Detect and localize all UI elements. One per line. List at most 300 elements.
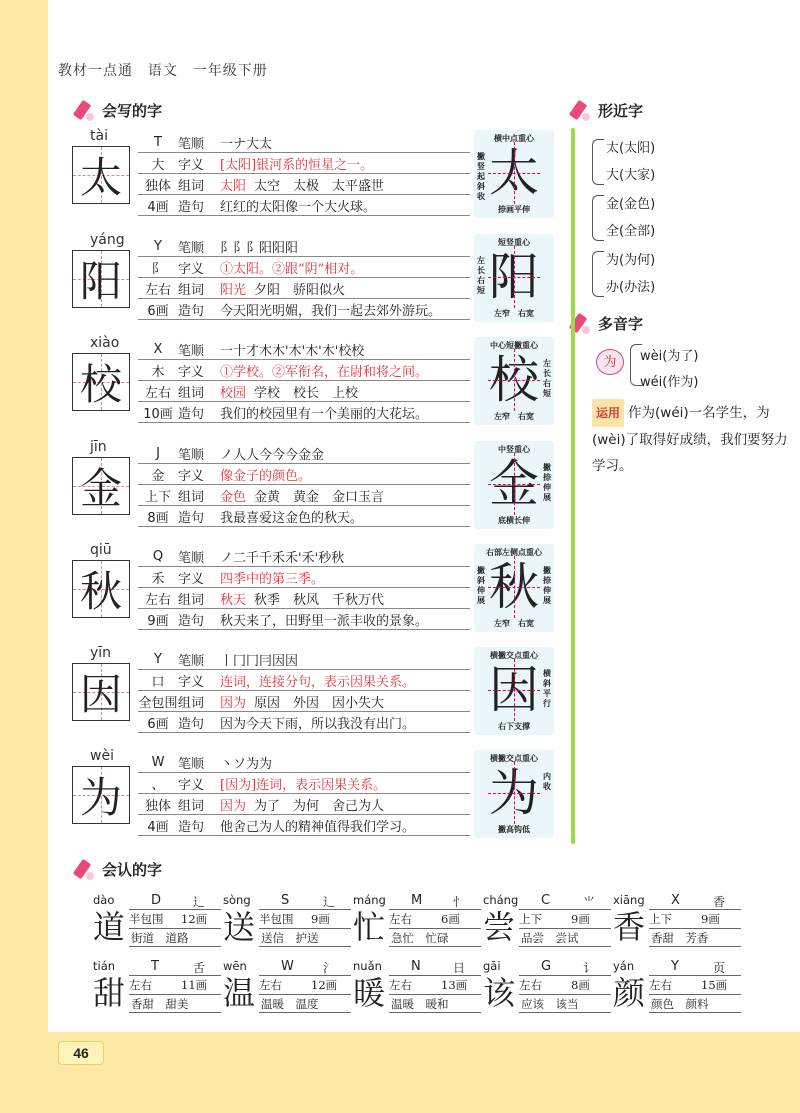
info-row	[138, 381, 358, 401]
row-key: W	[151, 754, 165, 770]
row-key: 9画	[147, 613, 169, 629]
row-label: 组词	[178, 695, 205, 711]
divider-line	[571, 128, 575, 844]
section-recognize-label: 会认的字	[102, 861, 163, 879]
recognize-strokes: 8画	[571, 978, 590, 992]
recognize-char: 尝	[483, 908, 516, 946]
recognize-words: 温暖 温度	[261, 997, 319, 1011]
row-label: 造句	[178, 613, 205, 629]
recognize-line	[389, 1012, 481, 1013]
recognize-structure: 左右	[649, 978, 672, 992]
row-value: 丶ソ为为	[220, 756, 273, 772]
writing-guide	[474, 441, 554, 529]
row-key: 全包围	[138, 695, 178, 711]
recognize-char: 香	[613, 908, 646, 946]
row-word-highlight: 因为	[220, 695, 247, 711]
info-row	[138, 794, 384, 814]
section-recognize-title	[74, 858, 162, 880]
poly-reading-1: wèi(为了)	[640, 349, 699, 364]
recognize-line	[649, 1012, 741, 1013]
info-row	[138, 546, 344, 566]
guide-char: 校	[489, 351, 539, 409]
char-pinyin: tài	[90, 128, 108, 144]
info-row	[138, 567, 324, 587]
recognize-structure: 左右	[389, 978, 412, 992]
char-box	[72, 560, 130, 618]
char-box	[72, 457, 130, 515]
bottom-margin-band	[0, 1032, 800, 1113]
recognize-line	[649, 928, 741, 929]
recognize-radical: 辶	[193, 895, 206, 909]
recognize-words: 香甜 甜美	[131, 997, 189, 1011]
big-char: 秋	[79, 567, 122, 616]
recognize-item	[483, 959, 623, 1015]
row-value: [太阳]银河系的恒星之一。	[220, 157, 374, 173]
similar-item: 全(全部)	[606, 224, 656, 239]
char-box	[72, 353, 130, 411]
section-similar-title	[570, 99, 643, 121]
row-label: 组词	[178, 489, 205, 505]
recognize-line	[649, 994, 741, 995]
recognize-char: 暖	[353, 974, 386, 1012]
row-key: 左右	[144, 385, 171, 401]
guide-left-note: 左长右短	[477, 256, 485, 295]
row-value: 四季中的第三季。	[220, 571, 325, 587]
recognize-line	[259, 928, 351, 929]
char-pinyin: xiào	[90, 335, 120, 351]
pencil-icon	[74, 99, 96, 121]
recognize-line	[519, 928, 611, 929]
row-key: 6画	[147, 716, 169, 732]
recognize-line	[389, 994, 481, 995]
recognize-char: 送	[223, 908, 256, 946]
guide-char: 太	[489, 144, 539, 202]
guide-right-note: 撇捺伸展	[543, 463, 551, 502]
recognize-line	[649, 909, 741, 910]
recognize-line	[129, 994, 221, 995]
row-label: 造句	[178, 510, 205, 526]
row-key: 8画	[147, 510, 169, 526]
row-key: 、	[151, 777, 165, 793]
recognize-radical: 辶	[323, 895, 336, 909]
recognize-item	[223, 893, 363, 949]
char-box	[72, 663, 130, 721]
guide-left-note: 撇竖起斜收	[477, 152, 485, 201]
recognize-radical: 页	[713, 961, 726, 975]
info-row	[138, 649, 298, 669]
row-label: 笔顺	[178, 447, 205, 463]
row-value: 一ナ大太	[220, 136, 273, 152]
row-key: 10画	[143, 406, 173, 422]
recognize-char: 温	[223, 974, 256, 1012]
guide-bottom-note: 底横长伸	[498, 516, 530, 525]
recognize-letter: Y	[671, 959, 679, 974]
poly-char-badge: 为	[596, 349, 624, 375]
similar-brace	[592, 139, 604, 185]
recognize-item	[353, 893, 493, 949]
recognize-pinyin: xiāng	[613, 893, 645, 907]
row-key: Y	[154, 651, 162, 667]
row-divider	[138, 215, 470, 216]
info-row	[138, 278, 345, 298]
recognize-strokes: 13画	[441, 978, 468, 992]
row-label: 组词	[178, 385, 205, 401]
recognize-radical: 舌	[193, 961, 206, 975]
recognize-letter: G	[541, 959, 552, 974]
guide-char: 为	[489, 764, 539, 822]
recognize-char: 该	[483, 974, 516, 1012]
row-divider	[138, 319, 470, 320]
char-pinyin: yáng	[90, 232, 125, 248]
row-label: 组词	[178, 798, 205, 814]
recognize-words: 温暖 暖和	[391, 997, 449, 1011]
row-word-highlight: 秋天	[220, 592, 247, 608]
recognize-item	[223, 959, 363, 1015]
guide-top-note: 右部左侧点重心	[486, 548, 542, 557]
info-row	[138, 153, 373, 173]
row-label: 造句	[178, 716, 205, 732]
recognize-item	[613, 893, 753, 949]
info-row	[138, 257, 363, 277]
recognize-structure: 左右	[389, 912, 412, 926]
row-key: 左右	[144, 282, 171, 298]
writing-guide	[474, 337, 554, 425]
char-box	[72, 146, 130, 204]
guide-top-note: 短竖重心	[498, 238, 530, 247]
recognize-letter: T	[151, 959, 159, 974]
recognize-words: 香甜 芳香	[651, 931, 709, 945]
guide-top-note: 中竖重心	[498, 445, 530, 454]
recognize-words: 应该 该当	[521, 997, 579, 1011]
recognize-line	[649, 946, 741, 947]
row-value: 因为今天下雨，所以我没有出门。	[220, 716, 416, 732]
recognize-line	[389, 909, 481, 910]
recognize-pinyin: nuǎn	[353, 959, 382, 973]
recognize-item	[353, 959, 493, 1015]
recognize-letter: W	[281, 959, 294, 974]
recognize-radical: 氵	[323, 961, 336, 975]
recognize-structure: 半包围	[259, 912, 294, 926]
row-label: 笔顺	[178, 550, 205, 566]
recognize-line	[259, 909, 351, 910]
row-label: 字义	[178, 157, 205, 173]
row-value: 丨冂冂冃因因	[220, 653, 299, 669]
recognize-line	[129, 946, 221, 947]
recognize-letter: C	[541, 893, 551, 908]
recognize-item	[93, 893, 233, 949]
recognize-radical: 日	[453, 961, 466, 975]
row-value: 他舍己为人的精神值得我们学习。	[220, 819, 416, 835]
row-key: 独体	[144, 798, 171, 814]
row-label: 笔顺	[178, 240, 205, 256]
guide-char: 阳	[489, 248, 539, 306]
writing-guide	[474, 750, 554, 838]
guide-top-note: 横撇交点重心	[490, 754, 538, 763]
row-key: 4画	[147, 819, 169, 835]
pencil-icon	[74, 858, 96, 880]
recognize-item	[483, 893, 623, 949]
char-pinyin: wèi	[90, 748, 114, 764]
row-word-highlight: 金色	[220, 489, 247, 505]
recognize-line	[129, 909, 221, 910]
similar-item: 金(金色)	[606, 197, 656, 212]
recognize-strokes: 15画	[701, 978, 728, 992]
guide-right-note: 横斜平行	[543, 669, 551, 708]
recognize-line	[259, 946, 351, 947]
similar-item: 太(太阳)	[606, 141, 656, 156]
info-row	[138, 195, 376, 215]
usage-tag: 运用	[592, 399, 624, 427]
row-key: 木	[151, 364, 165, 380]
row-value: 像金子的颜色。	[220, 468, 312, 484]
info-row	[138, 443, 324, 463]
recognize-char: 甜	[93, 974, 126, 1012]
row-value: 秋天来了，田野里一派丰收的景象。	[220, 613, 429, 629]
recognize-pinyin: máng	[353, 893, 386, 907]
recognize-structure: 左右	[129, 978, 152, 992]
recognize-pinyin: yán	[613, 959, 635, 973]
recognize-letter: S	[281, 893, 290, 908]
guide-char: 金	[489, 455, 539, 513]
recognize-line	[259, 994, 351, 995]
recognize-line	[389, 975, 481, 976]
row-value: ノ人人今今今金金	[220, 447, 325, 463]
recognize-pinyin: sòng	[223, 893, 251, 907]
info-row	[138, 464, 311, 484]
row-value: 今天阳光明媚，我们一起去郊外游玩。	[220, 303, 442, 319]
info-row	[138, 670, 415, 690]
row-value: 红红的太阳像一个大火球。	[220, 199, 377, 215]
guide-bottom-note: 捺画平伸	[498, 205, 530, 214]
info-row	[138, 691, 384, 711]
row-divider	[138, 629, 470, 630]
similar-brace	[592, 251, 604, 297]
recognize-strokes: 9画	[311, 912, 330, 926]
guide-top-note: 横撇交点重心	[490, 651, 538, 660]
recognize-strokes: 12画	[311, 978, 338, 992]
recognize-pinyin: tián	[93, 959, 116, 973]
row-key: 大	[151, 157, 165, 173]
section-write-title	[74, 99, 162, 121]
row-word-highlight: 太阳	[220, 178, 247, 194]
row-label: 字义	[178, 468, 205, 484]
row-key: 禾	[151, 571, 165, 587]
info-row	[138, 360, 428, 380]
row-label: 字义	[178, 261, 205, 277]
recognize-structure: 左右	[519, 978, 542, 992]
guide-right-note: 左长右短	[543, 359, 551, 398]
section-write-label: 会写的字	[102, 102, 163, 120]
row-value: ①太阳。②跟“阴”相对。	[220, 261, 364, 277]
recognize-words: 品尝 尝试	[521, 931, 579, 945]
row-words: 夕阳 骄阳似火	[254, 282, 346, 298]
guide-top-note: 横中点重心	[494, 134, 534, 143]
recognize-pinyin: cháng	[483, 893, 519, 907]
row-divider	[138, 732, 470, 733]
info-row	[138, 339, 364, 359]
recognize-line	[259, 1012, 351, 1013]
row-key: Y	[154, 238, 162, 254]
row-label: 造句	[178, 199, 205, 215]
recognize-letter: D	[151, 893, 162, 908]
row-value: 一十才木木'木'木'木'校校	[220, 343, 365, 359]
info-row	[138, 485, 384, 505]
info-row	[138, 712, 415, 732]
info-row	[138, 609, 428, 629]
row-label: 组词	[178, 178, 205, 194]
char-box	[72, 250, 130, 308]
row-label: 笔顺	[178, 136, 205, 152]
big-char: 金	[79, 464, 122, 513]
row-words: 为了 为何 舍己为人	[254, 798, 385, 814]
recognize-letter: M	[411, 893, 423, 908]
similar-item: 大(大家)	[606, 168, 656, 183]
recognize-line	[519, 975, 611, 976]
row-value: 连词，连接分句，表示因果关系。	[220, 674, 416, 690]
guide-bottom-note: 右下支撑	[498, 722, 530, 731]
info-row	[138, 752, 272, 772]
recognize-item	[93, 959, 233, 1015]
row-words: 秋季 秋风 千秋万代	[254, 592, 385, 608]
guide-top-note: 中心短撇重心	[490, 341, 538, 350]
left-margin-band	[0, 0, 48, 1113]
recognize-pinyin: wēn	[223, 959, 247, 973]
info-row	[138, 815, 415, 835]
recognize-line	[259, 975, 351, 976]
info-row	[138, 506, 363, 526]
big-char: 为	[79, 773, 122, 822]
row-words: 原因 外因 因小失大	[254, 695, 385, 711]
row-label: 笔顺	[178, 756, 205, 772]
recognize-radical: ⺌	[583, 895, 596, 909]
row-value: ①学校。②军衔名，在尉和将之间。	[220, 364, 429, 380]
recognize-char: 颜	[613, 974, 646, 1012]
row-label: 组词	[178, 282, 205, 298]
row-key: 口	[151, 674, 165, 690]
subject-label: 语文	[147, 62, 178, 78]
guide-right-note: 内收	[543, 772, 551, 791]
info-row	[138, 236, 298, 256]
pencil-icon	[570, 99, 592, 121]
info-row	[138, 773, 386, 793]
section-poly-label: 多音字	[598, 315, 644, 333]
big-char: 太	[79, 153, 122, 202]
info-row	[138, 402, 428, 422]
row-label: 字义	[178, 777, 205, 793]
poly-usage	[592, 399, 788, 479]
recognize-line	[389, 946, 481, 947]
row-value: 我们的校园里有一个美丽的大花坛。	[220, 406, 429, 422]
recognize-words: 急忙 忙碌	[391, 931, 449, 945]
char-pinyin: qiū	[90, 542, 112, 558]
info-row	[138, 588, 384, 608]
row-key: X	[153, 341, 163, 357]
guide-right-note: 撇捺伸展	[543, 566, 551, 605]
row-word-highlight: 阳光	[220, 282, 247, 298]
row-key: 上下	[144, 489, 171, 505]
recognize-line	[129, 1012, 221, 1013]
recognize-strokes: 9画	[701, 912, 720, 926]
writing-guide	[474, 544, 554, 632]
row-divider	[138, 835, 470, 836]
row-words: 太空 太极 太平盛世	[254, 178, 385, 194]
char-box	[72, 766, 130, 824]
row-word-highlight: 校园	[220, 385, 247, 401]
row-label: 字义	[178, 571, 205, 587]
recognize-structure: 上下	[519, 912, 542, 926]
recognize-words: 颜色 颜料	[651, 997, 709, 1011]
row-divider	[138, 526, 470, 527]
guide-char: 因	[489, 661, 539, 719]
page-number: 46	[58, 1041, 104, 1065]
row-label: 造句	[178, 819, 205, 835]
row-label: 笔顺	[178, 343, 205, 359]
row-value: 我最喜爱这金色的秋天。	[220, 510, 364, 526]
recognize-pinyin: dào	[93, 893, 115, 907]
recognize-strokes: 9画	[571, 912, 590, 926]
section-similar-label: 形近字	[598, 102, 644, 120]
grade-label: 一年级下册	[192, 62, 268, 78]
info-row	[138, 299, 441, 319]
info-row	[138, 174, 384, 194]
writing-guide	[474, 647, 554, 735]
row-key: 阝	[151, 261, 165, 277]
recognize-structure: 半包围	[129, 912, 164, 926]
row-key: 金	[151, 468, 165, 484]
guide-bottom-note: 左窄 右宽	[494, 619, 534, 628]
big-char: 阳	[79, 257, 122, 306]
recognize-line	[129, 975, 221, 976]
recognize-words: 送信 护送	[261, 931, 319, 945]
recognize-line	[519, 1012, 611, 1013]
recognize-char: 忙	[353, 908, 386, 946]
recognize-radical: 香	[713, 895, 726, 909]
recognize-letter: X	[671, 893, 680, 908]
row-key: J	[156, 445, 160, 461]
guide-bottom-note: 左窄 右宽	[494, 412, 534, 421]
recognize-radical: 讠	[583, 961, 596, 975]
row-label: 字义	[178, 674, 205, 690]
row-words: 金黄 黄金 金口玉言	[254, 489, 385, 505]
book-title: 教材一点通	[58, 62, 133, 78]
row-divider	[138, 422, 470, 423]
recognize-line	[519, 909, 611, 910]
row-word-highlight: 因为	[220, 798, 247, 814]
recognize-structure: 上下	[649, 912, 672, 926]
guide-left-note: 撇斜伸展	[477, 566, 485, 605]
recognize-item	[613, 959, 753, 1015]
row-value: 阝阝阝阳阳阳	[220, 240, 299, 256]
big-char: 校	[79, 360, 122, 409]
writing-guide	[474, 130, 554, 218]
recognize-line	[389, 928, 481, 929]
recognize-words: 街道 道路	[131, 931, 189, 945]
row-label: 组词	[178, 592, 205, 608]
book-header	[58, 60, 278, 80]
row-value: [因为]连词，表示因果关系。	[220, 777, 387, 793]
row-words: 学校 校长 上校	[254, 385, 359, 401]
recognize-strokes: 6画	[441, 912, 460, 926]
row-label: 造句	[178, 406, 205, 422]
writing-guide	[474, 234, 554, 322]
row-label: 造句	[178, 303, 205, 319]
recognize-pinyin: gāi	[483, 959, 501, 973]
recognize-line	[519, 994, 611, 995]
similar-item: 为(为何)	[606, 253, 656, 268]
guide-bottom-note: 撇高钩低	[498, 825, 530, 834]
recognize-letter: N	[411, 959, 421, 974]
row-label: 字义	[178, 364, 205, 380]
